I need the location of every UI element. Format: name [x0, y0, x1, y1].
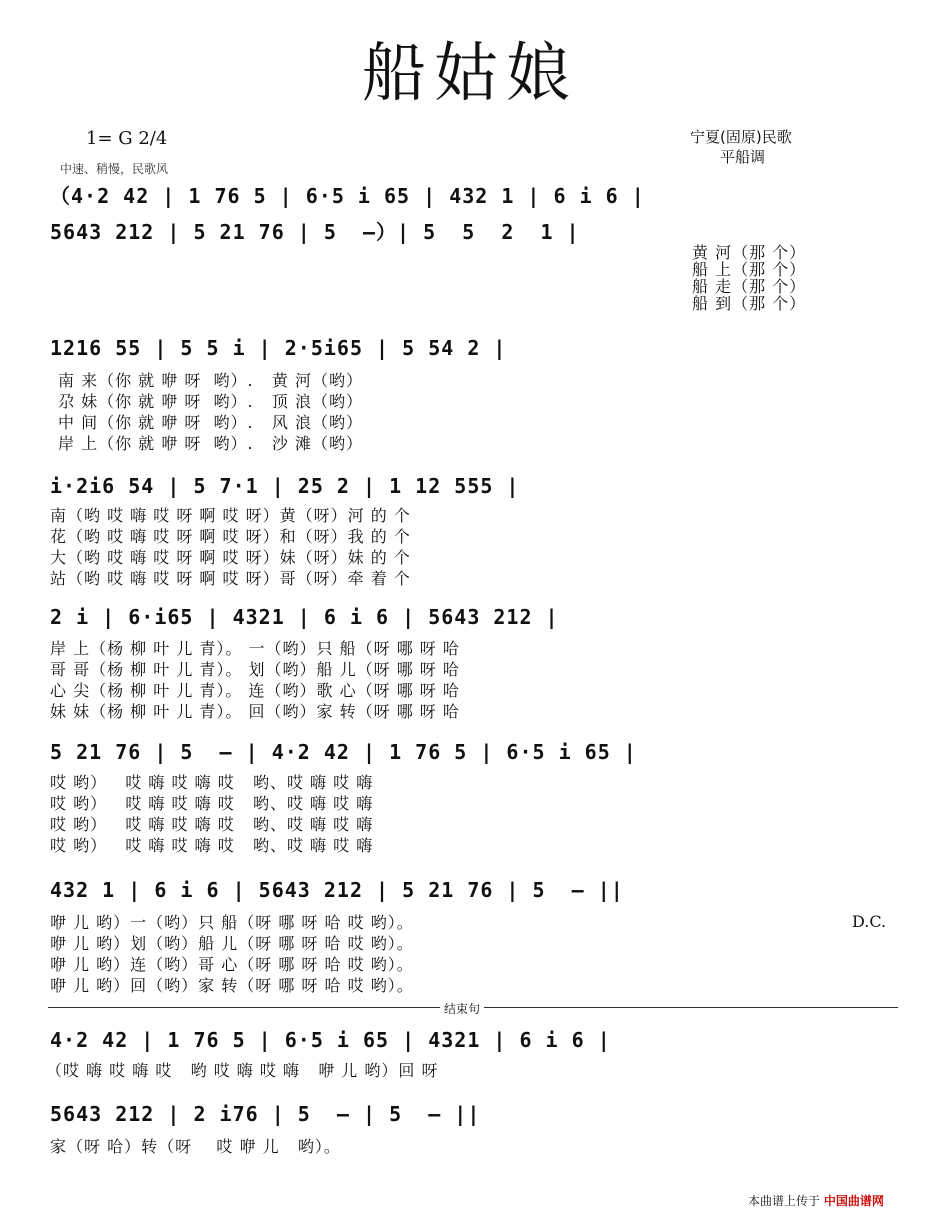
staff-notes: 5643 212 | 5 21 76 | 5 —）| 5 5 2 1 |	[50, 220, 580, 244]
lyric-line: 花（哟 哎 嗨 哎 呀 啊 哎 呀）和（呀）我 的 个	[50, 527, 411, 546]
staff-notes: （4·2 42 | 1 76 5 | 6·5 i 65 | 432 1 | 6 i 6 |	[50, 184, 645, 208]
lyric-line: 妹 妹（杨 柳 叶 儿 青）。 回（哟）家 转（呀 哪 呀 哈	[50, 702, 460, 721]
lyric-line: 哎 哟） 哎 嗨 哎 嗨 哎 哟、哎 嗨 哎 嗨	[50, 773, 374, 792]
lyric-line: 南（哟 哎 嗨 哎 呀 啊 哎 呀）黄（呀）河 的 个	[50, 506, 411, 525]
lyric-line: 咿 儿 哟）一（哟）只 船（呀 哪 呀 哈 哎 哟）。	[50, 913, 414, 932]
site-logo-text[interactable]: 中国曲谱网	[823, 1194, 884, 1208]
lyric-line: 哥 哥（杨 柳 叶 儿 青）。 划（哟）船 儿（呀 哪 呀 哈	[50, 660, 460, 679]
lyric-line: 南 来（你 就 咿 呀 哟）. 黄 河（哟）	[58, 371, 363, 390]
lyric-line: 站（哟 哎 嗨 哎 呀 啊 哎 呀）哥（呀）牵 着 个	[50, 569, 411, 588]
staff-notes: 5643 212 | 2 i76 | 5 — | 5 — ||	[50, 1102, 481, 1126]
key-signature: 1= G 2/4	[86, 128, 168, 149]
lyric-line: 船 走（那 个）	[692, 277, 807, 296]
lyric-line: 船 上（那 个）	[692, 260, 807, 279]
lyric-line: 家（呀 哈）转（呀 哎 咿 儿 哟）。	[50, 1137, 341, 1156]
tune-name: 平船调	[720, 148, 766, 166]
da-capo-marking: D.C.	[852, 912, 887, 931]
lyric-line: 尕 妹（你 就 咿 呀 哟）. 顶 浪（哟）	[58, 392, 363, 411]
lyric-line: 咿 儿 哟）回（哟）家 转（呀 哪 呀 哈 哎 哟）。	[50, 976, 414, 995]
lyric-line: 岸 上（你 就 咿 呀 哟）. 沙 滩（哟）	[58, 434, 363, 453]
lyric-line: 心 尖（杨 柳 叶 儿 青）。 连（哟）歌 心（呀 哪 呀 哈	[50, 681, 460, 700]
staff-notes: 2 i | 6·i65 | 4321 | 6 i 6 | 5643 212 |	[50, 605, 559, 629]
lyric-line: 黄 河（那 个）	[692, 243, 807, 262]
lyric-line: 哎 哟） 哎 嗨 哎 嗨 哎 哟、哎 嗨 哎 嗨	[50, 836, 374, 855]
coda-label: 结束句	[440, 1000, 484, 1017]
tempo-marking: 中速、稍慢，民歌风	[60, 162, 169, 176]
staff-notes: 4·2 42 | 1 76 5 | 6·5 i 65 | 4321 | 6 i 6 |	[50, 1028, 611, 1052]
lyric-line: 咿 儿 哟）连（哟）哥 心（呀 哪 呀 哈 哎 哟）。	[50, 955, 414, 974]
staff-notes: i·2i6 54 | 5 7·1 | 25 2 | 1 12 555 |	[50, 474, 520, 498]
staff-notes: 1216 55 | 5 5 i | 2·5i65 | 5 54 2 |	[50, 336, 507, 360]
lyric-line: 船 到（那 个）	[692, 294, 807, 313]
lyric-line: 大（哟 哎 嗨 哎 呀 啊 哎 呀）妹（呀）妹 的 个	[50, 548, 411, 567]
lyric-line: 咿 儿 哟）划（哟）船 儿（呀 哪 呀 哈 哎 哟）。	[50, 934, 414, 953]
lyric-line: 哎 哟） 哎 嗨 哎 嗨 哎 哟、哎 嗨 哎 嗨	[50, 815, 374, 834]
footer-credit	[748, 1192, 884, 1209]
lyric-line: 岸 上（杨 柳 叶 儿 青）。 一（哟）只 船（呀 哪 呀 哈	[50, 639, 460, 658]
lyric-line: 中 间（你 就 咿 呀 哟）. 风 浪（哟）	[58, 413, 363, 432]
staff-notes: 432 1 | 6 i 6 | 5643 212 | 5 21 76 | 5 — ||	[50, 878, 624, 902]
lyric-line: 哎 哟） 哎 嗨 哎 嗨 哎 哟、哎 嗨 哎 嗨	[50, 794, 374, 813]
song-title: 船姑娘	[362, 37, 578, 111]
footer-prefix: 本曲谱上传于	[748, 1194, 821, 1208]
staff-notes: 5 21 76 | 5 — | 4·2 42 | 1 76 5 | 6·5 i 65 |	[50, 740, 637, 764]
lyric-line: （哎 嗨 哎 嗨 哎 哟 哎 嗨 哎 嗨 咿 儿 哟）回 呀	[46, 1061, 439, 1080]
song-origin: 宁夏(固原)民歌	[690, 128, 792, 146]
